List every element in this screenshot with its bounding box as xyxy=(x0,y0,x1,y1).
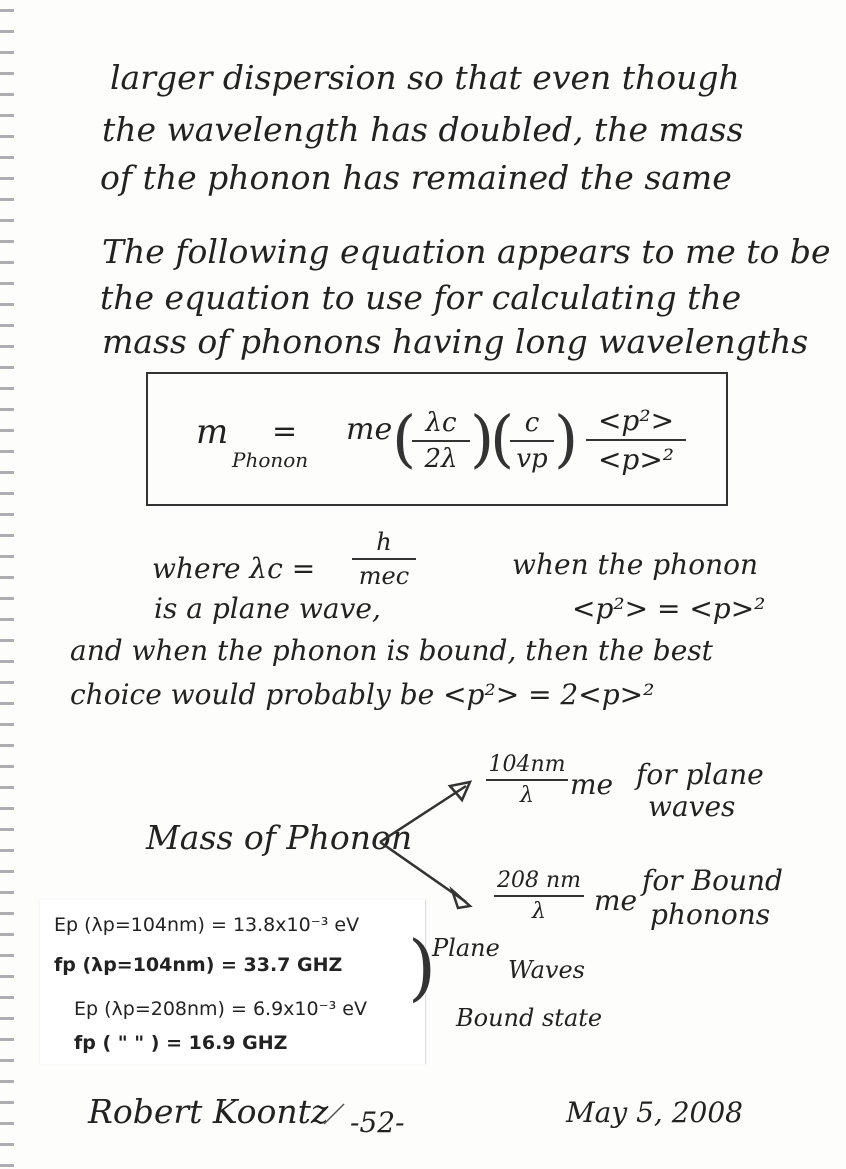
upper-frac xyxy=(486,752,568,808)
upper-desc-2: waves xyxy=(648,790,736,823)
date: May 5, 2008 xyxy=(566,1096,743,1129)
bound-state-label: Bound state xyxy=(456,1004,603,1032)
text-line-6: mass of phonons having long wavelengths xyxy=(102,322,809,361)
eq-frac-2-num: c xyxy=(524,408,540,438)
eq-frac-1-den: 2λ xyxy=(424,444,458,474)
eq-lhs: m xyxy=(196,412,229,452)
best-choice-text: choice would probably be <p²> = 2<p>² xyxy=(70,678,655,711)
eq-frac-3-den: <p>² xyxy=(597,443,675,476)
eq-lhs-sub: Phonon xyxy=(232,448,309,472)
when-phonon-text: when the phonon xyxy=(512,548,758,581)
where-text: where λc = xyxy=(152,552,316,585)
lower-frac-num: 208 nm xyxy=(496,868,581,893)
lower-desc-2: phonons xyxy=(650,898,771,931)
where-frac-num: h xyxy=(376,528,392,556)
lower-frac xyxy=(494,868,584,924)
text-line-3: of the phonon has remained the same xyxy=(100,158,732,197)
plane-waves-2: Waves xyxy=(508,956,585,984)
upper-frac-den: λ xyxy=(520,783,534,808)
eq-paren-open-1: ( xyxy=(392,402,417,475)
eq-equals: = xyxy=(272,414,298,449)
result-fp-208: fp ( " " ) = 16.9 GHZ xyxy=(74,1032,288,1054)
signature: Robert Koontz xyxy=(88,1092,329,1131)
results-label xyxy=(40,900,426,1064)
result-ep-104: Ep (λp=104nm) = 13.8x10⁻³ eV xyxy=(54,914,360,936)
eq-paren-close-2: ) xyxy=(554,402,579,475)
lower-frac-den: λ xyxy=(532,899,546,924)
text-line-2: the wavelength has doubled, the mass xyxy=(102,110,744,149)
upper-me: me xyxy=(570,768,614,801)
upper-arrow-line xyxy=(380,786,466,842)
mass-of-phonon-label: Mass of Phonon xyxy=(146,818,413,857)
upper-desc-1: for plane xyxy=(636,758,764,791)
where-frac-den: mec xyxy=(358,562,410,590)
bound-text: and when the phonon is bound, then the best xyxy=(70,634,713,667)
eq-frac-2-den: vp xyxy=(516,444,548,474)
page-number: -52- xyxy=(350,1106,405,1139)
result-ep-208: Ep (λp=208nm) = 6.9x10⁻³ eV xyxy=(74,998,367,1020)
eq-me: me xyxy=(346,412,393,447)
eq-paren-close-1: ) xyxy=(470,402,495,475)
lower-arrowhead xyxy=(452,890,470,908)
plane-wave-text: is a plane wave, xyxy=(154,592,381,625)
eq-paren-open-2: ( xyxy=(490,402,515,475)
lower-desc-1: for Bound xyxy=(642,864,783,897)
result-fp-104: fp (λp=104nm) = 33.7 GHZ xyxy=(54,954,343,976)
plane-waves-1: Plane xyxy=(432,934,500,962)
eq-frac-3-num: <p²> xyxy=(597,404,675,437)
results-brace: ) xyxy=(408,925,437,1009)
eq-frac-1-num: λc xyxy=(425,408,457,438)
lower-me: me xyxy=(594,884,638,917)
plane-wave-relation: <p²> = <p>² xyxy=(572,592,766,625)
text-line-4: The following equation appears to me to be xyxy=(102,232,831,271)
upper-frac-num: 104nm xyxy=(488,752,566,777)
text-line-1: larger dispersion so that even though xyxy=(110,58,740,97)
text-line-5: the equation to use for calculating the xyxy=(100,278,742,317)
